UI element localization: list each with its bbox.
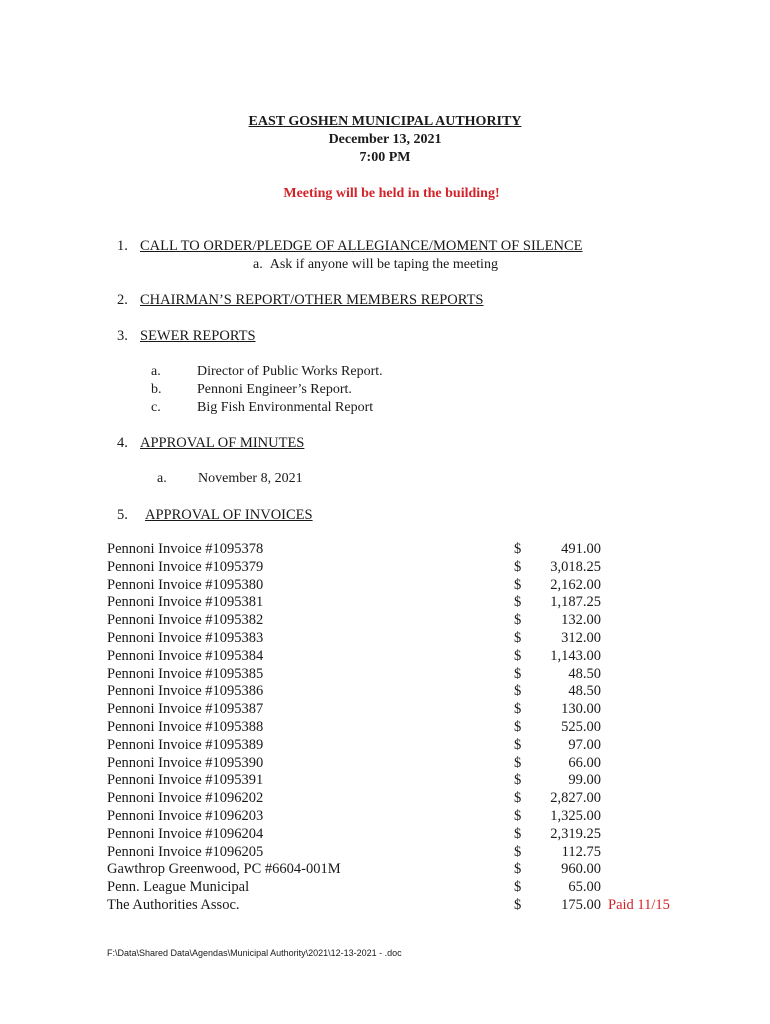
- invoice-amount: 99.00: [568, 772, 601, 789]
- invoice-row: [0, 630, 770, 648]
- invoice-row: [0, 541, 770, 559]
- agenda-item-title: SEWER REPORTS: [140, 328, 256, 344]
- invoice-currency: $: [514, 897, 522, 913]
- invoice-description: Pennoni Invoice #1095391: [107, 772, 264, 789]
- invoice-row: [0, 790, 770, 808]
- invoice-amount: 48.50: [568, 683, 601, 700]
- invoice-currency: $: [514, 541, 522, 557]
- invoice-amount: 2,162.00: [550, 576, 601, 593]
- agenda-item-title: CALL TO ORDER/PLEDGE OF ALLEGIANCE/MOMENT OF SILENCE: [140, 238, 583, 254]
- agenda-item-4: [117, 435, 304, 452]
- subitem-text: Ask if anyone will be taping the meeting: [269, 257, 498, 272]
- invoice-row: [0, 879, 770, 897]
- invoice-currency: $: [514, 719, 522, 735]
- invoice-amount: 3,018.25: [550, 558, 601, 575]
- invoice-currency: $: [514, 594, 522, 611]
- agenda-item-number: 4.: [117, 435, 128, 451]
- invoice-currency: $: [514, 825, 522, 842]
- invoice-description: Pennoni Invoice #1096205: [107, 843, 264, 860]
- invoice-currency: $: [514, 576, 522, 593]
- invoice-description: Pennoni Invoice #1095383: [107, 630, 264, 646]
- agenda-item-3: [117, 328, 256, 345]
- agenda-item-5: [117, 507, 313, 524]
- invoice-description: The Authorities Assoc.: [107, 897, 240, 913]
- invoice-description: Penn. League Municipal: [107, 879, 250, 896]
- organization-title: EAST GOSHEN MUNICIPAL AUTHORITY: [248, 114, 522, 129]
- invoice-description: Pennoni Invoice #1096204: [107, 825, 264, 842]
- agenda-item-title: APPROVAL OF MINUTES: [140, 435, 305, 451]
- invoice-description: Pennoni Invoice #1095386: [107, 683, 264, 700]
- subitem-letter: b.: [151, 382, 162, 397]
- invoice-row: [0, 666, 770, 684]
- subitem-letter: a.: [151, 364, 161, 379]
- invoice-row: [0, 844, 770, 862]
- invoice-row: [0, 559, 770, 577]
- invoice-currency: $: [514, 879, 522, 896]
- invoice-row: [0, 612, 770, 630]
- invoice-description: Pennoni Invoice #1095378: [107, 541, 264, 557]
- invoice-amount: 960.00: [561, 861, 601, 878]
- invoice-description: Pennoni Invoice #1095384: [107, 647, 264, 664]
- invoice-description: Pennoni Invoice #1096202: [107, 790, 264, 807]
- invoice-amount: 130.00: [561, 701, 601, 718]
- invoice-row: [0, 808, 770, 826]
- subitem-letter: a.: [253, 257, 263, 272]
- invoice-row: [0, 648, 770, 666]
- invoice-currency: $: [514, 736, 522, 753]
- invoice-row: [0, 719, 770, 737]
- invoice-row: [0, 772, 770, 790]
- invoice-description: Pennoni Invoice #1095387: [107, 701, 264, 718]
- subitem-text: November 8, 2021: [198, 471, 303, 486]
- invoice-currency: $: [514, 861, 522, 878]
- invoice-amount: 312.00: [561, 630, 601, 646]
- invoice-amount: 48.50: [568, 665, 601, 682]
- invoice-amount: 132.00: [561, 612, 601, 629]
- invoice-amount: 97.00: [568, 736, 601, 753]
- agenda-item-number: 1.: [117, 238, 128, 254]
- agenda-item-number: 5.: [117, 507, 128, 523]
- agenda-subitem: [253, 257, 498, 273]
- subitem-text: Director of Public Works Report.: [197, 364, 383, 379]
- invoice-description: Pennoni Invoice #1095381: [107, 594, 264, 611]
- invoice-amount: 66.00: [568, 754, 601, 771]
- invoice-amount: 1,187.25: [550, 594, 601, 611]
- subitem-text: Big Fish Environmental Report: [197, 400, 374, 415]
- invoice-row: [0, 683, 770, 701]
- meeting-time: 7:00 PM: [359, 150, 411, 165]
- invoice-currency: $: [514, 665, 522, 682]
- invoice-currency: $: [514, 772, 522, 789]
- subitem-letter: c.: [151, 400, 161, 415]
- invoice-description: Pennoni Invoice #1095385: [107, 665, 264, 682]
- invoice-amount: 2,827.00: [550, 790, 601, 807]
- invoice-currency: $: [514, 790, 522, 807]
- agenda-subitem: [157, 471, 303, 487]
- agenda-item-number: 3.: [117, 328, 128, 344]
- invoice-description: Pennoni Invoice #1095389: [107, 736, 264, 753]
- invoice-currency: $: [514, 701, 522, 718]
- invoice-description: Pennoni Invoice #1095390: [107, 754, 264, 771]
- invoice-currency: $: [514, 647, 522, 664]
- invoice-row: [0, 577, 770, 595]
- invoice-currency: $: [514, 843, 522, 860]
- invoice-row: [0, 861, 770, 879]
- invoice-amount: 175.00: [561, 897, 601, 913]
- agenda-item-1: [117, 238, 583, 255]
- subitem-text: Pennoni Engineer’s Report.: [197, 382, 352, 397]
- invoice-currency: $: [514, 808, 522, 824]
- invoice-row: [0, 755, 770, 773]
- invoice-description: Pennoni Invoice #1096203: [107, 808, 264, 824]
- invoice-description: Pennoni Invoice #1095379: [107, 558, 264, 575]
- subitem-letter: a.: [157, 471, 167, 486]
- invoice-currency: $: [514, 558, 522, 575]
- meeting-notice: Meeting will be held in the building!: [283, 186, 500, 201]
- agenda-subitem: [151, 364, 383, 380]
- file-path-footer: F:\Data\Shared Data\Agendas\Municipal Authority\2021\12-13-2021 - .doc: [107, 948, 402, 958]
- invoice-description: Gawthrop Greenwood, PC #6604-001M: [107, 861, 341, 878]
- agenda-subitem: [151, 382, 352, 398]
- invoice-currency: $: [514, 630, 522, 646]
- invoice-row: [0, 701, 770, 719]
- agenda-subitem: [151, 400, 373, 416]
- invoice-amount: 1,143.00: [550, 647, 601, 664]
- invoice-paid-note: Paid 11/15: [608, 897, 670, 913]
- meeting-date: December 13, 2021: [328, 132, 442, 147]
- invoice-amount: 65.00: [568, 879, 601, 896]
- invoice-currency: $: [514, 612, 522, 629]
- agenda-item-title: CHAIRMAN’S REPORT/OTHER MEMBERS REPORTS: [140, 292, 484, 308]
- invoice-currency: $: [514, 754, 522, 771]
- invoice-amount: 525.00: [561, 719, 601, 735]
- invoice-row: [0, 826, 770, 844]
- invoice-row: [0, 737, 770, 755]
- invoice-currency: $: [514, 683, 522, 700]
- invoice-amount: 1,325.00: [550, 808, 601, 824]
- invoice-amount: 491.00: [561, 541, 601, 557]
- invoice-amount: 112.75: [561, 843, 601, 860]
- invoice-description: Pennoni Invoice #1095388: [107, 719, 264, 735]
- agenda-item-2: [117, 292, 484, 309]
- agenda-item-title: APPROVAL OF INVOICES: [145, 507, 313, 523]
- invoice-description: Pennoni Invoice #1095380: [107, 576, 264, 593]
- agenda-item-number: 2.: [117, 292, 128, 308]
- invoice-row: [0, 897, 770, 915]
- invoice-row: [0, 594, 770, 612]
- invoice-amount: 2,319.25: [550, 825, 601, 842]
- invoice-description: Pennoni Invoice #1095382: [107, 612, 264, 629]
